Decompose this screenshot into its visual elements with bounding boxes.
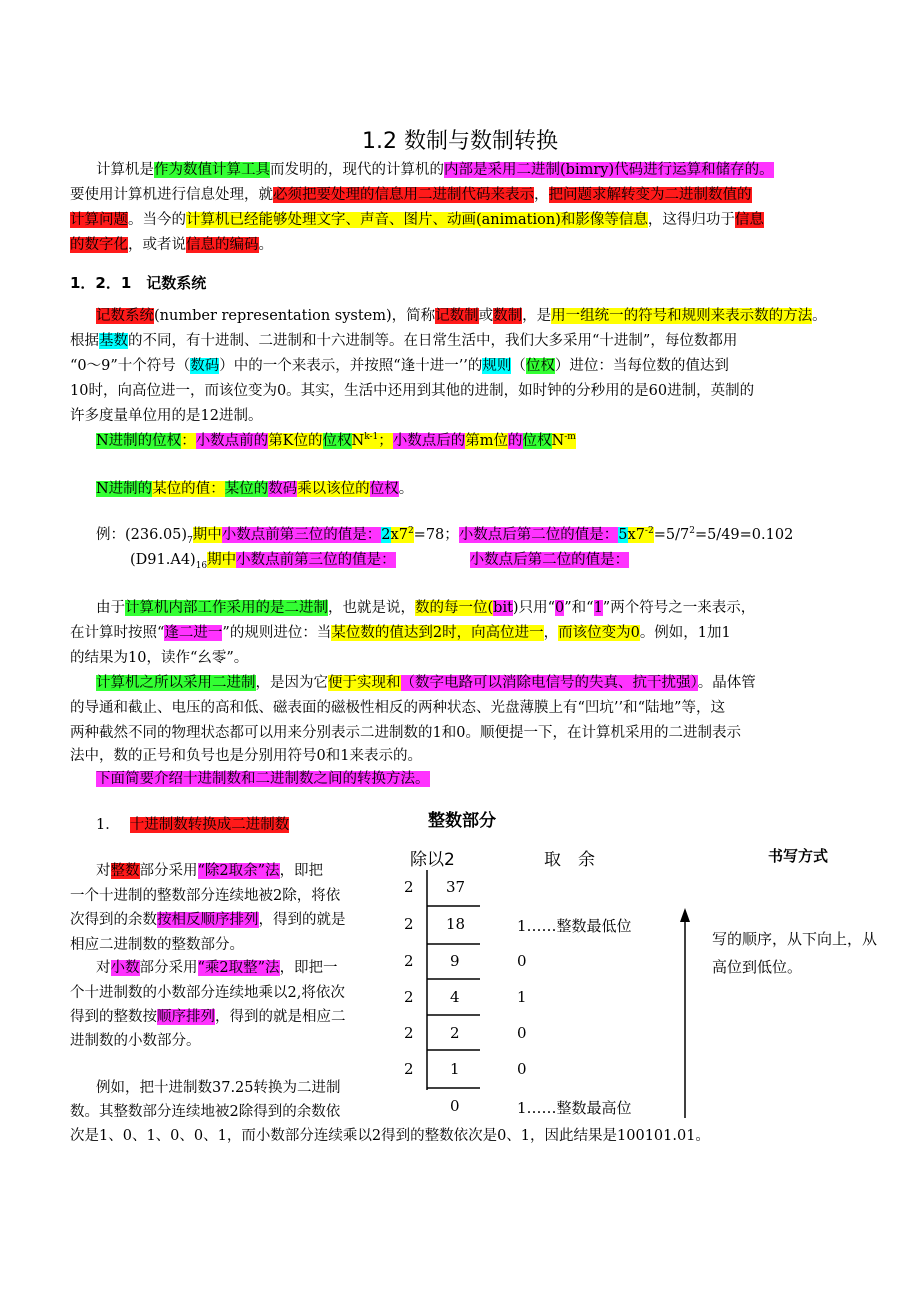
remainder: 1……整数最高位	[517, 1099, 632, 1117]
conv-p1-line-3: 次得到的余数按相反顺序排列，得到的就是	[70, 912, 346, 928]
conv-p1-line-2: 一个十进制的整数部分连续地被2除，将依	[70, 888, 341, 904]
remainder: 0	[517, 1060, 527, 1078]
diagram-title: 整数部分	[428, 811, 496, 831]
divisor: 2	[404, 1024, 414, 1042]
binary-line-6: 两种截然不同的物理状态都可以用来分别表示二进制数的1和0。顺便提一下，在计算机采用的二进制表示	[70, 725, 741, 741]
conv-p3-line-1: 例如，把十进制数37.25转换为二进制	[96, 1080, 341, 1096]
conv-p2-line-4: 进制数的小数部分。	[70, 1033, 201, 1049]
counting-line-4: 10时，向高位进一，而该位变为0。其实，生活中还用到其他的进制，如时钟的分秒用的是60进制，英制的	[70, 383, 755, 399]
weight-definition: N进制的位权：小数点前的第K位的位权$N^{k-1}$；小数点后的第m位的位权$N^{-m}$	[96, 432, 576, 449]
writing-order-note-1: 写的顺序，从下向上，从	[712, 930, 878, 948]
binary-line-5: 的导通和截止、电压的高和低、磁表面的磁极性相反的两种状态、光盘薄膜上有“凹坑’’和“陆地”等，这	[70, 700, 725, 716]
quotient: 18	[446, 915, 466, 933]
counting-line-1: 记数系统(number representation system)，简称记数制或数制，是用一组统一的符号和规则来表示数的方法。	[96, 308, 827, 324]
example-line-1: 例：$(236.05)_7$期中小数点前第三位的值是：$2x7^2=78$；小数点后第二位的值是：$5x7^{-2}=5/7^2=5/49=0.102$	[96, 526, 794, 546]
quotient: 2	[450, 1024, 460, 1042]
quotient: 4	[450, 988, 460, 1006]
divisor: 2	[404, 1060, 414, 1078]
quotient: 37	[446, 878, 466, 896]
conv-p3-line-2: 数。其整数部分连续地被2除得到的余数依	[70, 1104, 341, 1120]
intro-line-4: 的数字化，或者说信息的编码。	[70, 237, 273, 253]
conv-p3-line-3: 次是1、0、1、0、0、1，而小数部分连续乘以2得到的整数依次是0、1，因此结果是100101.01。	[70, 1128, 710, 1144]
divisor: 2	[404, 915, 414, 933]
writing-order-note-2: 高位到低位。	[712, 958, 803, 976]
binary-line-1: 由于计算机内部工作采用的是二进制，也就是说，数的每一位(bit)只用“0”和“1”两个符号之一来表示，	[96, 600, 756, 616]
conv-p1-line-4: 相应二进制数的整数部分。	[70, 937, 244, 953]
diagram-col-divide: 除以2	[410, 850, 455, 870]
counting-line-3: “0～9”十个符号（数码）中的一个来表示，并按照“逢十进一’’的规则（位权）进位：当每位数的值达到	[70, 358, 729, 374]
intro-line-3: 计算问题。当今的计算机已经能够处理文字、声音、图片、动画(animation)和影像等信息，这得归功于信息	[70, 212, 764, 228]
quotient: 0	[450, 1097, 460, 1115]
binary-line-2: 在计算时按照“逢二进一”的规则进位：当某位数的值达到2时，向高位进一，而该位变为0。例如，1加1	[70, 625, 731, 641]
conv-p2-line-1: 对小数部分采用“乘2取整”法，即把一	[96, 960, 338, 976]
binary-line-3: 的结果为10，读作“幺零”。	[70, 650, 249, 666]
remainder: 1……整数最低位	[517, 917, 632, 935]
section-heading: 1．2．1 记数系统	[70, 274, 207, 292]
intro-line-1: 计算机是作为数值计算工具而发明的，现代的计算机的内部是采用二进制(bimry)代码进行运算和储存的。	[96, 162, 774, 178]
diagram-col-writing: 书写方式	[768, 847, 829, 865]
remainder: 0	[517, 952, 527, 970]
divisor: 2	[404, 952, 414, 970]
conv-p1-line-1: 对整数部分采用“除2取余”法，即把	[96, 863, 324, 879]
binary-line-4: 计算机之所以采用二进制，是因为它便于实现和（数字电路可以消除电信号的失真、抗干扰强）。晶体管	[96, 675, 756, 691]
quotient: 1	[450, 1060, 460, 1078]
divisor: 2	[404, 878, 414, 896]
binary-line-7: 法中，数的正号和负号也是分别用符号0和1来表示的。	[70, 748, 422, 764]
conv-p2-line-2: 个十进制数的小数部分连续地乘以2,将依次	[70, 985, 345, 1001]
example-line-2: $(D91.A4)_{16}$期中小数点前第三位的值是： 小数点后第二位的值是：	[130, 552, 630, 571]
quotient: 9	[450, 952, 460, 970]
conversion-heading: 1． 十进制数转换成二进制数	[96, 817, 290, 833]
diagram-col-remainder: 取 余	[544, 850, 595, 870]
page-title: 1.2 数制与数制转换	[362, 129, 558, 154]
divisor: 2	[404, 988, 414, 1006]
intro-line-2: 要使用计算机进行信息处理，就必须把要处理的信息用二进制代码来表示，把问题求解转变为二进制数值的	[70, 187, 752, 203]
counting-line-5: 许多度量单位用的是12进制。	[70, 408, 263, 424]
binary-line-8: 下面简要介绍十进制数和二进制数之间的转换方法。	[96, 771, 430, 787]
remainder: 0	[517, 1024, 527, 1042]
counting-line-2: 根据基数的不同，有十进制、二进制和十六进制等。在日常生活中，我们大多采用“十进制”，每位数都用	[70, 333, 738, 349]
remainder: 1	[517, 988, 527, 1006]
conv-p2-line-3: 得到的整数按顺序排列，得到的就是相应二	[70, 1009, 346, 1025]
value-definition: N进制的某位的值：某位的数码乘以该位的位权。	[96, 481, 414, 497]
